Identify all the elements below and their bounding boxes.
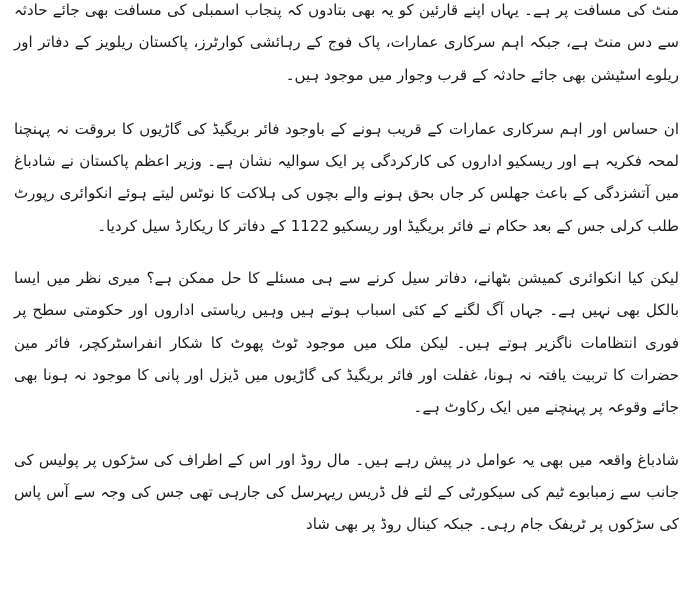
- article-paragraph: ان حساس اور اہم سرکاری عمارات کے قریب ہونے کے باوجود فائر بریگیڈ کی گاڑیوں کا بروقت نہ پہنچنا لمحہ فکریہ ہے اور ریسکیو اداروں کی کارکردگی پر ایک سوالیہ نشان ہے۔ وزیر اعظم پاکستان نے شادباغ میں آتشزدگی کے باعث جھلس کر جاں بحق ہونے والے بچوں کی ہلاکت کا نوٹس لیتے ہوئے انکوائری رپورٹ طلب کرلی جس کے بعد حکام نے فائر بریگیڈ اور ریسکیو 1122 کے دفاتر کا ریکارڈ سیل کردیا۔: [14, 119, 679, 235]
- article-paragraph: منٹ کی مسافت پر ہے۔ یہاں اپنے قارئین کو یہ بھی بتادوں کہ پنجاب اسمبلی کی مسافت بھی جائے حادثہ سے دس منٹ ہے، جبکہ اہم سرکاری عمارات، پاک فوج کے رہائشی کوارٹرز، پاکستان ریلویز کے دفاتر اور ریلوے اسٹیشن بھی جائے حادثہ کے قرب وجوار میں موجود ہیں۔: [14, 1, 679, 84]
- article-paragraph: لیکن کیا انکوائری کمیشن بٹھانے، دفاتر سیل کرنے سے ہی مسئلے کا حل ممکن ہے؟ میری نظر میں ایسا بالکل بھی نہیں ہے۔ جہاں آگ لگنے کے کئی اسباب ہوتے ہیں وہیں ریاستی اداروں اور حکومتی سطح پر فوری انتظامات ناگزیر ہوتے ہیں۔ لیکن ملک میں موجود ٹوٹ پھوٹ کا شکار انفراسٹرکچر، فائر مین حضرات کا تربیت یافتہ نہ ہونا، غفلت اور فائر بریگیڈ کی گاڑیوں میں ڈیزل اور پانی کا موجود نہ ہونا بھی جائے وقوعہ پر پہنچنے میں ایک رکاوٹ ہے۔: [14, 269, 679, 417]
- article-body: [14, 0, 679, 560]
- article-paragraph: شادباغ واقعہ میں بھی یہ عوامل در پیش رہے ہیں۔ مال روڈ اور اس کے اطراف کی سڑکوں پر پولیس کی جانب سے زمبابوے ٹیم کی سیکورٹی کے لئے فل ڈریس ریہرسل کی جارہی تھی جس کی وجہ سے آس پاس کی سڑکوں پر ٹریفک جام رہی۔ جبکہ کینال روڈ پر بھی شاد: [14, 450, 679, 534]
